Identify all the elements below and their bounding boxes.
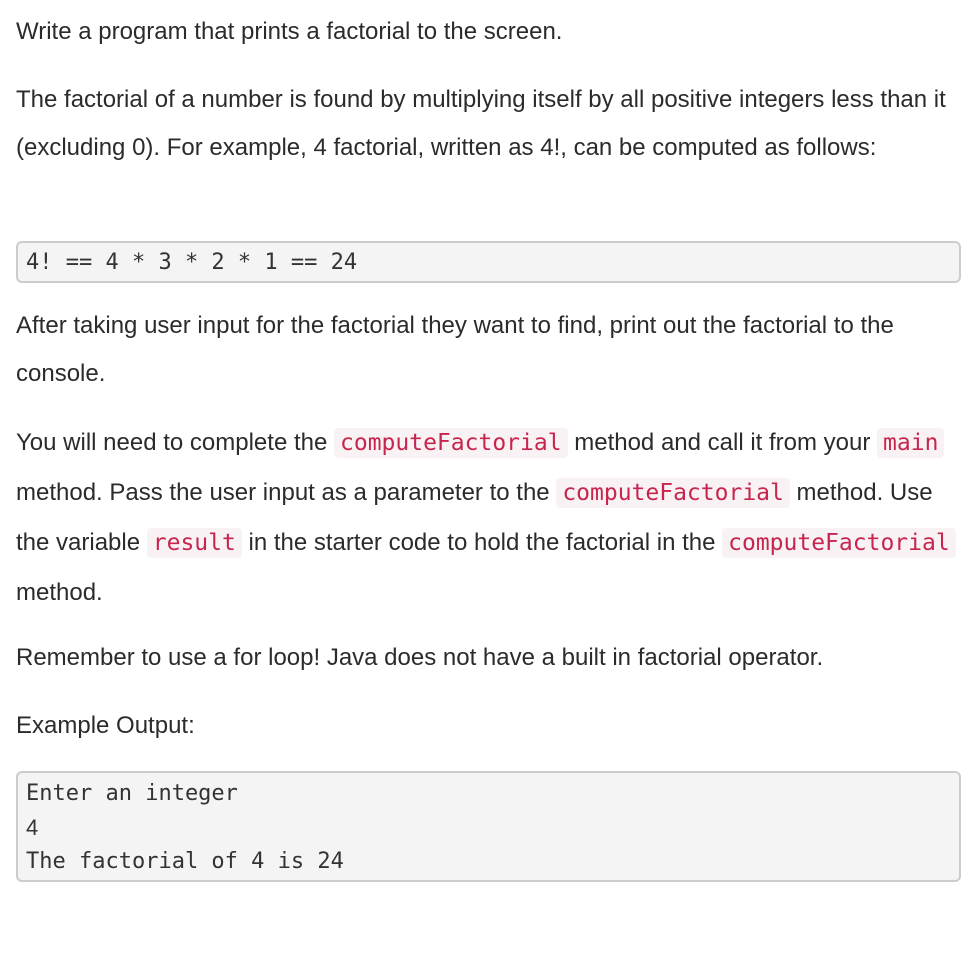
text-segment: method and call it from your — [567, 429, 878, 456]
input-instructions-paragraph: After taking user input for the factorial they want to find, print out the factorial to the console. — [16, 312, 894, 387]
inline-code-result: result — [147, 528, 242, 558]
inline-code-main: main — [877, 428, 944, 458]
inline-code-computefactorial: computeFactorial — [722, 528, 956, 558]
output-line-prompt: Enter an integer — [26, 781, 238, 806]
example-output-code-block — [16, 771, 961, 882]
intro-paragraph: Write a program that prints a factorial to the screen. — [16, 18, 563, 45]
text-segment: in the starter code to hold the factorial in the — [241, 529, 723, 556]
output-line-input: 4 — [26, 815, 39, 840]
formula-code-block — [16, 241, 961, 283]
inline-code-computefactorial: computeFactorial — [334, 428, 568, 458]
example-output-label: Example Output: — [16, 712, 195, 739]
text-segment: method. Use the variable — [16, 479, 933, 556]
method-instructions-paragraph — [16, 418, 966, 617]
text-segment: method. Pass the user input as a parameter to the — [16, 479, 557, 506]
definition-paragraph: The factorial of a number is found by multiplying itself by all positive integers less than it (excluding 0). For example, 4 factorial, written as 4!, can be computed as follows: — [16, 86, 946, 161]
reminder-paragraph: Remember to use a for loop! Java does not have a built in factorial operator. — [16, 644, 824, 671]
text-segment: method. — [16, 579, 103, 606]
text-segment: You will need to complete the — [16, 429, 334, 456]
output-line-result: The factorial of 4 is 24 — [26, 849, 344, 874]
inline-code-computefactorial: computeFactorial — [556, 478, 790, 508]
formula-line: 4! == 4 * 3 * 2 * 1 == 24 — [26, 250, 358, 275]
